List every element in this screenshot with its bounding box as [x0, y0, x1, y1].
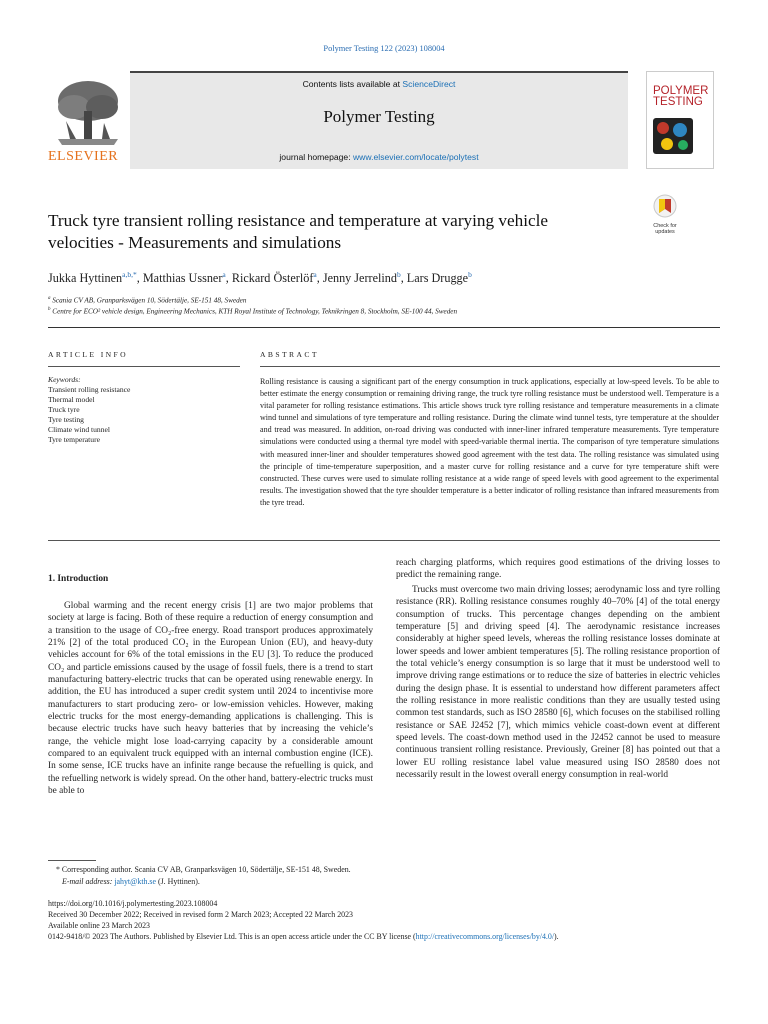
abstract-divider: [48, 540, 720, 541]
homepage-prefix: journal homepage:: [279, 152, 353, 162]
abstract-heading: ABSTRACT: [260, 350, 319, 359]
divider: [48, 366, 240, 367]
elsevier-tree-logo: [48, 77, 126, 149]
homepage-line: [130, 152, 628, 162]
keywords-label: Keywords:: [48, 375, 81, 384]
keyword[interactable]: Truck tyre: [48, 405, 80, 414]
homepage-link[interactable]: www.elsevier.com/locate/polytest: [352, 152, 479, 162]
section-heading: 1. Introduction: [48, 574, 109, 584]
footnote-divider: [48, 860, 96, 861]
cover-graphic: [653, 118, 693, 154]
body-paragraph: reach charging platforms, which requires good estimations of the driving losses to predict the remaining range.: [396, 558, 720, 581]
abstract-text: Rolling resistance is causing a significant part of the energy consumption in truck applications, especially at low-speed levels. To be able to better estimate the energy consumption or remaining driving range, the truck tyre rolling resistance must be understood well. Temperature is a vital parameter for rolling resistance estimations. This article shows truck tyre rolling resistance and temperature measurements in a climate wind tunnel and simulations of tyre temperature and rolling resistance. During the climate wind tunnel tests, tyre temperature at the shoulder and tread was measured. In addition, on-road driving was conducted with inner-liner infrared temperature measurements. Tyre temperature simulations were conducted using a thermal tyre model with speed-variable thermal inertia. The comparison of tyre temperature simulations with measured inner-liner and shoulder temperatures showed good agreement with the test data. The rolling resistance was simulated using the principle of time-temperature superposition, and a master curve for rolling resistance and a curve for tyre temperature shift were constructed. These curves were used to simulate rolling resistance at a wide range of speed levels with good agreement to the experimental results. The investigation showed that the tyre shoulder temperature is a better indicator of rolling resistance than infrared measurements from the tyre tread.: [260, 377, 719, 507]
keyword[interactable]: Tyre testing: [48, 415, 84, 424]
available-online: Available online 23 March 2023: [48, 921, 150, 930]
keyword[interactable]: Climate wind tunnel: [48, 425, 111, 434]
keywords-block: [48, 375, 238, 445]
affiliation: $^a$ Scania CV AB, Granparksvägen 10, Södertälje, SE-151 48, Sweden: [48, 296, 247, 305]
divider: [260, 366, 720, 367]
sciencedirect-link[interactable]: ScienceDirect: [402, 79, 456, 89]
keyword[interactable]: Transient rolling resistance: [48, 385, 131, 394]
contents-line: [130, 79, 628, 89]
author[interactable]: Jukka Hyttinen$^{a,b,*}$,: [48, 270, 143, 286]
keyword[interactable]: Thermal model: [48, 395, 95, 404]
license-note: 0142-9418/© 2023 The Authors. Published by Elsevier Ltd. This is an open access article under the CC BY license (http://creativecommons.org/licenses/by/4.0/).: [48, 932, 559, 941]
email-note: E-mail address: jahyt@kth.se (J. Hyttinen).: [62, 877, 200, 886]
author[interactable]: Rickard Österlöf$^a$,: [231, 270, 323, 286]
check-for-updates-badge[interactable]: Check for updates: [650, 194, 680, 234]
author[interactable]: Lars Drugge$^b$: [406, 270, 472, 286]
email-link[interactable]: jahyt@kth.se: [114, 877, 157, 886]
received-dates: Received 30 December 2022; Received in revised form 2 March 2023; Accepted 22 March 2023: [48, 910, 354, 919]
elsevier-wordmark: ELSEVIER: [48, 149, 119, 164]
contents-prefix: Contents lists available at: [302, 79, 403, 89]
keyword[interactable]: Tyre temperature: [48, 435, 100, 444]
journal-name: Polymer Testing: [323, 107, 435, 126]
affiliation: $^b$ Centre for ECO² vehicle design, Engineering Mechanics, KTH Royal Institute of Technology, Teknikringen 8, Stockholm, SE-100 44, Sweden: [48, 307, 458, 316]
author-list: [48, 270, 668, 286]
article-title: Truck tyre transient rolling resistance and temperature at varying vehicle velocities - Measurements and simulations: [48, 211, 549, 252]
journal-cover-image[interactable]: [646, 71, 714, 169]
cover-title: POLYMER TESTING: [653, 85, 709, 108]
body-paragraph: Trucks must overcome two main driving losses; aerodynamic loss and tyre rolling resistance (RR). Rolling resistance consumes roughly 40–70% [4] of the total energy consumption of trucks. This percentage changes depending on the ambient temperature [5] and driving speed [4]. The aerodynamic resistance increases considerably at higher speed levels, whereas the rolling resistance losses dominate at lower speeds and lower ambient temperatures [5]. The rolling resistance proportion of the total vehicle’s energy consumption is so large that it must be understood well to improve driving range estimations or to reduce the size of batteries in electric vehicles during the design phase. It is essential to understand how different parameters affect the rolling resistance in more realistic conditions than they are usually tested using common test standards, such as ISO 28580 [6], which focuses on the stabilised rolling resistance or SAE J2452 [7], which mimics vehicle coast-down event at different speed levels. The coast-down method used in the J2452 cannot be used to measure continuous transient rolling resistance. Previously, Greiner [8] has pointed out that a lower EU rolling resistance label value measured using ISO 28580 does not necessarily result in the lowest overall energy consumption in real-world: [396, 585, 720, 781]
header-divider: [48, 327, 720, 328]
check-updates-icon: [650, 194, 680, 218]
license-link[interactable]: http://creativecommons.org/licenses/by/4.0/: [415, 932, 555, 941]
author[interactable]: Matthias Ussner$^a$,: [142, 270, 232, 286]
author[interactable]: Jenny Jerrelind$^b$,: [322, 270, 407, 286]
article-info-heading: ARTICLE INFO: [48, 350, 129, 359]
doi-link[interactable]: https://doi.org/10.1016/j.polymertesting.2023.108004: [48, 899, 218, 908]
body-paragraph: Global warming and the recent energy crisis [1] are two major problems that society at large is facing. Both of these require a reduction of energy consumption and a transition to the usage of CO₂-free energy. Road transport produces approximately 21% [2] of the total produced CO₂ in the European Union (EU), and heavy-duty vehicles account for 6% of the total emissions in the EU [3]. To reduce the produced CO₂ and particle emissions caused by the usage of fossil fuels, there is a trend to start manufacturing battery-electric trucks that can be operated using renewable energy. In addition, the EU has introduced a super credit system until 2024 to incentivise more manufacturers to start producing zero- or low-emission vehicles. However, making electric trucks for the most energy-demanding applications is challenging. This is because electric trucks have such heavy batteries that by increasing the vehicle’s range, the vehicle might lose load-carrying capacity by a considerable amount compared to an equivalent truck equipped with an internal combustion engine (ICE). In some sense, ICE trucks have an infinite range because the refuelling is quick, and the refuelling network is widely spread. On the other hand, battery-electric trucks must be able to: [48, 601, 373, 797]
journal-citation-link[interactable]: Polymer Testing 122 (2023) 108004: [323, 44, 445, 53]
corresponding-author-note: * Corresponding author. Scania CV AB, Granparksvägen 10, Södertälje, SE-151 48, Sweden.: [56, 865, 351, 874]
